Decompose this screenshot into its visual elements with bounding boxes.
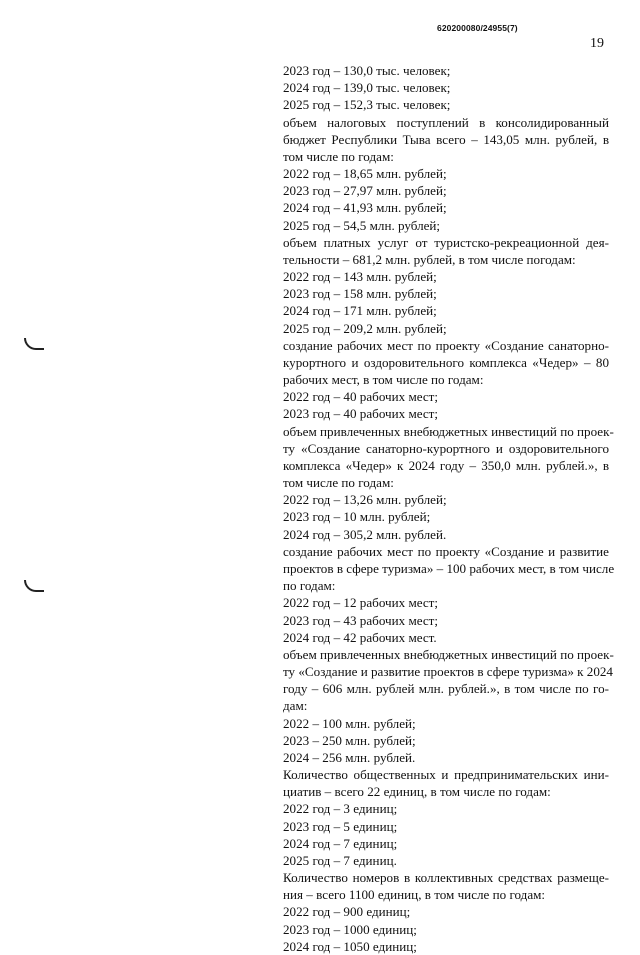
text-line: 2023 год – 1000 единиц; bbox=[283, 921, 417, 937]
text-line: 2022 год – 3 единиц; bbox=[283, 801, 398, 817]
text-line: создание рабочих мест по проекту «Создание и развитие bbox=[283, 543, 609, 559]
text-line: по годам: bbox=[283, 578, 336, 594]
text-line: ту «Создание и развитие проектов в сфере туризма» к 2024 bbox=[283, 664, 613, 680]
text-line: 2025 год – 152,3 тыс. человек; bbox=[283, 97, 451, 113]
text-line: 2022 год – 900 единиц; bbox=[283, 904, 411, 920]
text-line: рабочих мест, в том числе по годам: bbox=[283, 372, 484, 388]
text-line: Количество номеров в коллективных средствах размеще- bbox=[283, 870, 609, 886]
text-line: 2023 год – 130,0 тыс. человек; bbox=[283, 63, 451, 78]
page-number: 19 bbox=[590, 36, 604, 51]
text-line: 2023 год – 40 рабочих мест; bbox=[283, 406, 439, 422]
text-line: 2023 год – 5 единиц; bbox=[283, 818, 398, 834]
text-line: 2022 – 100 млн. рублей; bbox=[283, 715, 416, 731]
text-line: проектов в сфере туризма» – 100 рабочих мест, в том числе bbox=[283, 560, 615, 576]
text-line: ния – всего 1100 единиц, в том числе по годам: bbox=[283, 887, 546, 903]
text-line: 2022 год – 40 рабочих мест; bbox=[283, 389, 439, 405]
text-line: году – 606 млн. рублей млн. рублей.», в том числе по го- bbox=[283, 681, 609, 697]
text-line: комплекса «Чедер» к 2024 году – 350,0 млн. рублей.», в bbox=[283, 457, 609, 473]
text-line: том числе по годам: bbox=[283, 475, 394, 491]
text-line: тельности – 681,2 млн. рублей, в том числе погодам: bbox=[283, 251, 576, 267]
text-line: 2022 год – 13,26 млн. рублей; bbox=[283, 492, 447, 508]
document-code: 620200080/24955(7) bbox=[437, 23, 518, 33]
text-line: 2025 год – 7 единиц. bbox=[283, 852, 397, 868]
text-line: ту «Создание санаторно-курортного и оздоровительного bbox=[283, 440, 609, 456]
binding-mark bbox=[24, 338, 44, 350]
text-line: 2023 – 250 млн. рублей; bbox=[283, 732, 416, 748]
text-line: том числе по годам: bbox=[283, 148, 394, 164]
text-line: объем привлеченных внебюджетных инвестиций по проек- bbox=[283, 423, 614, 439]
text-line: 2024 год – 1050 единиц; bbox=[283, 938, 417, 954]
text-line: объем налоговых поступлений в консолидированный bbox=[283, 114, 609, 130]
text-line: 2024 год – 171 млн. рублей; bbox=[283, 303, 437, 319]
text-line: 2023 год – 10 млн. рублей; bbox=[283, 509, 431, 525]
text-line: 2023 год – 158 млн. рублей; bbox=[283, 286, 437, 302]
text-line: 2024 год – 41,93 млн. рублей; bbox=[283, 200, 447, 216]
text-line: 2025 год – 209,2 млн. рублей; bbox=[283, 320, 447, 336]
text-line: 2022 год – 143 млн. рублей; bbox=[283, 269, 437, 285]
text-line: 2024 год – 305,2 млн. рублей. bbox=[283, 526, 447, 542]
text-line: 2024 год – 7 единиц; bbox=[283, 835, 398, 851]
text-line: Количество общественных и предпринимательских ини- bbox=[283, 767, 609, 783]
text-line: циатив – всего 22 единиц, в том числе по годам: bbox=[283, 784, 551, 800]
text-line: бюджет Республики Тыва всего – 143,05 млн. рублей, в bbox=[283, 131, 609, 147]
text-line: курортного и оздоровительного комплекса «Чедер» – 80 bbox=[283, 354, 609, 370]
text-line: 2024 год – 139,0 тыс. человек; bbox=[283, 80, 451, 96]
text-line: 2023 год – 27,97 млн. рублей; bbox=[283, 183, 447, 199]
text-line: дам: bbox=[283, 698, 308, 714]
text-line: 2024 год – 42 рабочих мест. bbox=[283, 629, 437, 645]
text-line: 2022 год – 18,65 млн. рублей; bbox=[283, 166, 447, 182]
binding-mark bbox=[24, 580, 44, 592]
text-line: 2025 год – 54,5 млн. рублей; bbox=[283, 217, 441, 233]
text-line: 2024 – 256 млн. рублей. bbox=[283, 749, 416, 765]
text-line: объем привлеченных внебюджетных инвестиций по проек- bbox=[283, 646, 614, 662]
text-line: создание рабочих мест по проекту «Создание санаторно- bbox=[283, 337, 609, 353]
document-body bbox=[283, 62, 615, 955]
text-line: объем платных услуг от туристско-рекреационной дея- bbox=[283, 234, 609, 250]
text-line: 2023 год – 43 рабочих мест; bbox=[283, 612, 439, 628]
text-line: 2022 год – 12 рабочих мест; bbox=[283, 595, 439, 611]
